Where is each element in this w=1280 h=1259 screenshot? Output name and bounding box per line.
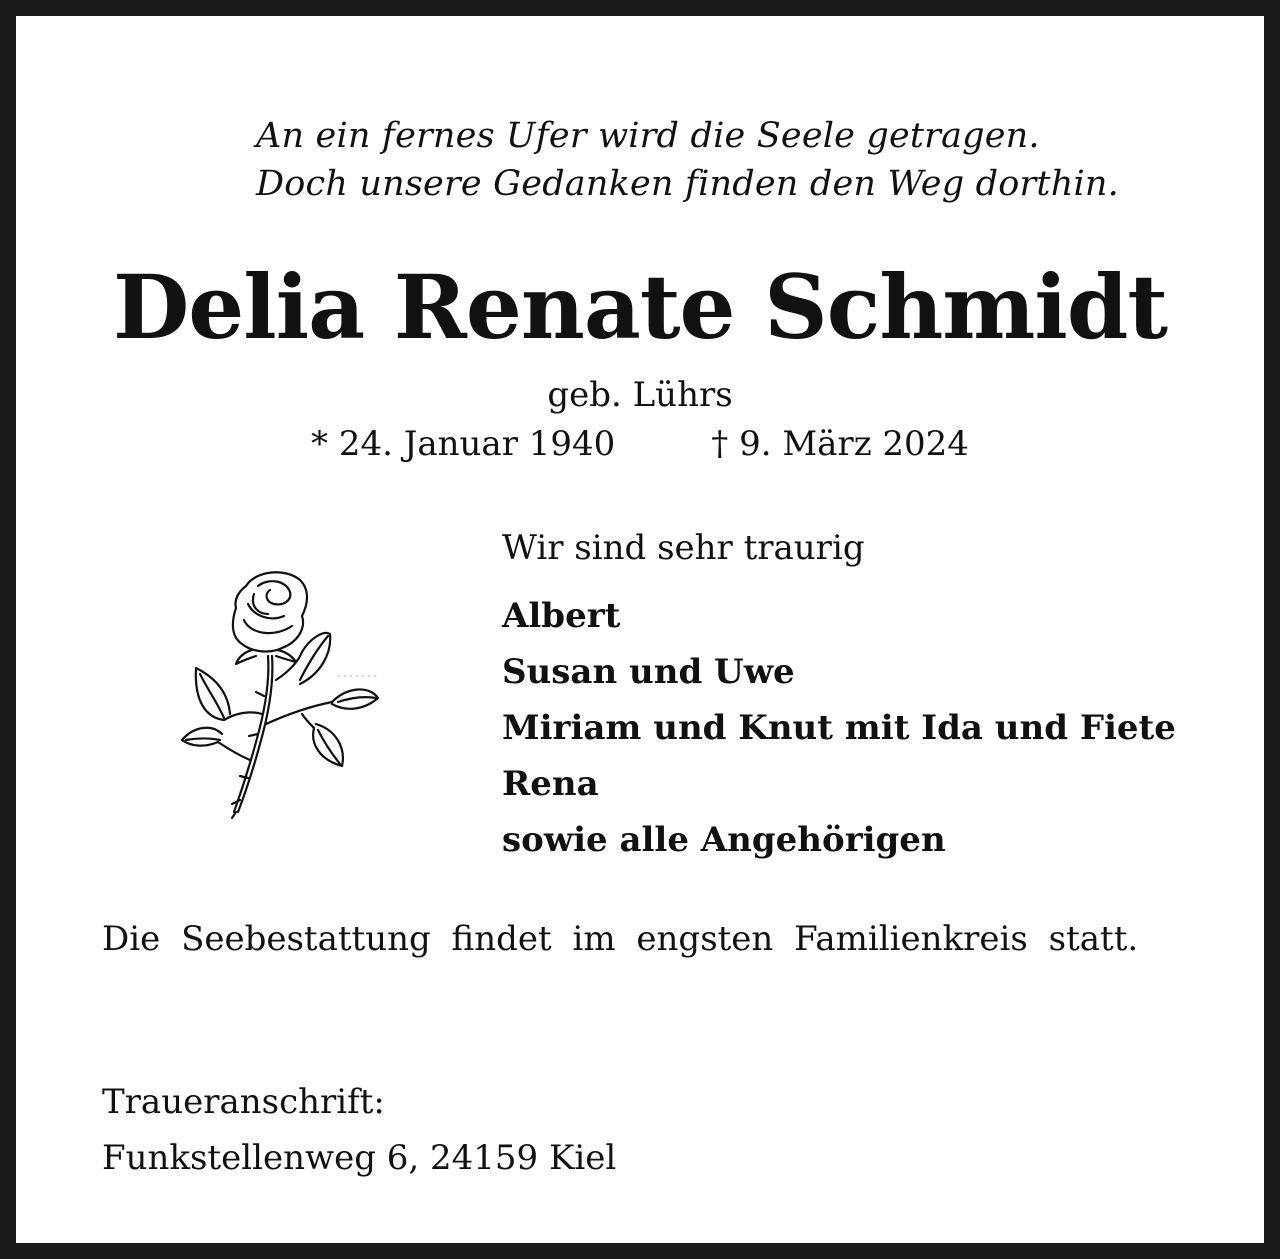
mourners-block [502, 522, 1176, 868]
birth-date: * 24. Januar 1940 [311, 424, 616, 464]
death-date: † 9. März 2024 [711, 424, 969, 464]
mourning-lead: Wir sind sehr traurig [502, 528, 865, 568]
motto-line-2: Doch unsere Gedanken finden den Weg dorthin. [256, 164, 1119, 204]
motto [256, 112, 1119, 208]
mourner-name: sowie alle Angehörigen [502, 820, 946, 860]
mourner-name: Miriam und Knut mit Ida und Fiete [502, 708, 1176, 748]
mourning-address [102, 1074, 616, 1186]
deceased-name: Delia Renate Schmidt [112, 255, 1168, 359]
address-value: Funkstellenweg 6, 24159 Kiel [102, 1138, 617, 1178]
address-label: Traueranschrift: [102, 1082, 385, 1122]
ceremony-note: Die Seebestattung findet im engsten Familienkreis statt. [102, 919, 1139, 959]
mourner-name: Susan und Uwe [502, 652, 795, 692]
birth-name: geb. Lührs [547, 375, 733, 415]
mourner-name: Rena [502, 764, 599, 804]
rose-icon [178, 564, 388, 824]
motto-line-1: An ein fernes Ufer wird die Seele getragen. [256, 116, 1040, 156]
life-dates [16, 422, 1264, 466]
mourner-name: Albert [502, 596, 621, 636]
